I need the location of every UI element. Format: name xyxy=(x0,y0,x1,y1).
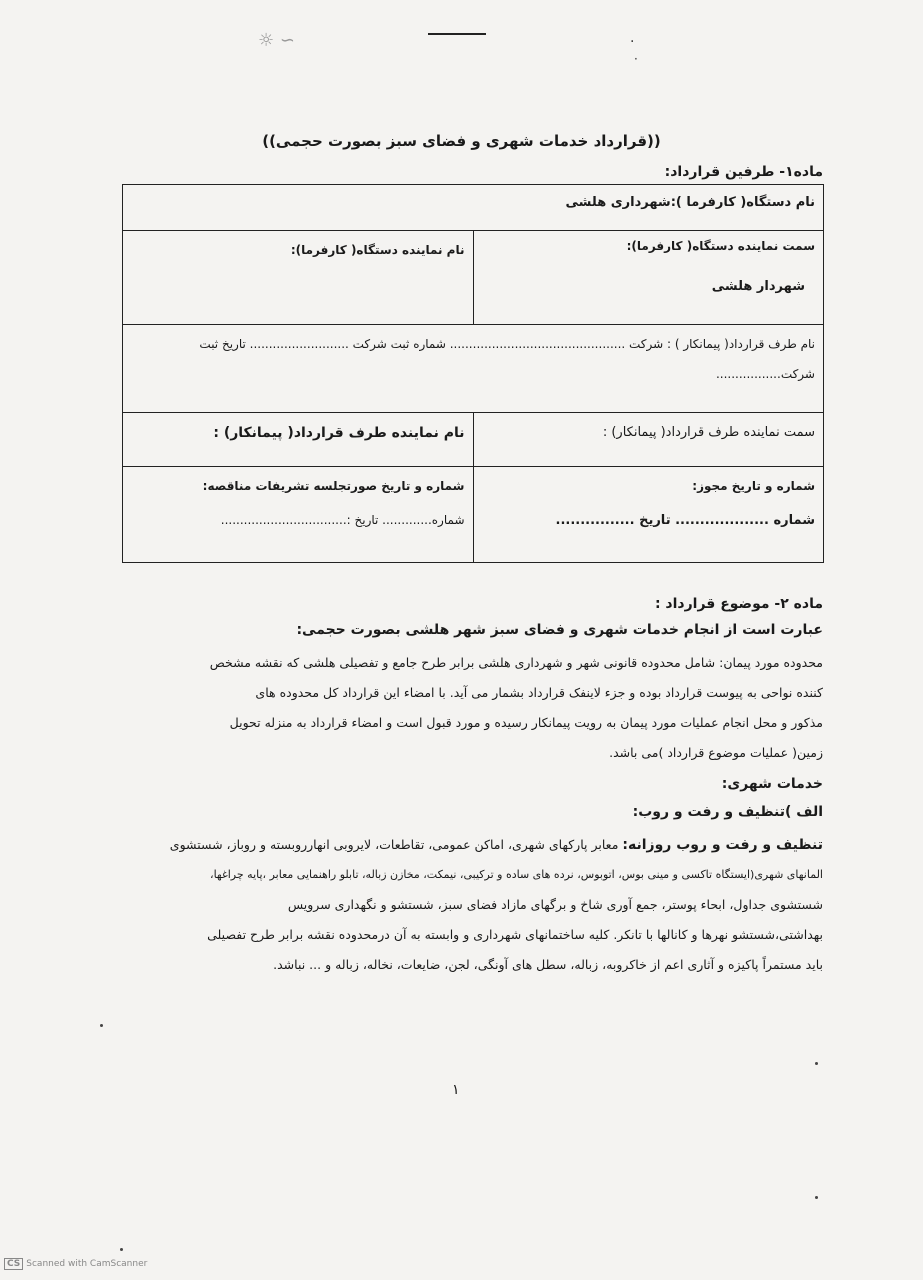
contractor-line-2: شرکت................. xyxy=(715,367,815,381)
daily-line: بهداشتی،شستشو نهرها و کانالها با تانکر. کلیه ساختمانهای شهرداری و وابسته به آن درمحدوده نقشه برابر طرح تفصیلی xyxy=(207,927,823,942)
scope-line: زمین( عملیات موضوع قرارداد )می باشد. xyxy=(609,745,823,760)
employer-rep-title-label: سمت نماینده دستگاه( کارفرما): xyxy=(626,239,815,253)
license-cell xyxy=(473,467,824,563)
speck xyxy=(100,1024,103,1027)
tender-value: شماره............. تاریخ :................................. xyxy=(220,513,465,527)
license-label: شماره و تاریخ مجوز: xyxy=(692,479,815,493)
employer-rep-name-cell xyxy=(123,231,474,325)
daily-cleaning-paragraph xyxy=(113,830,823,980)
daily-line: باید مستمراً پاکیزه و آثاری اعم از خاکروبه، زباله، سطل های آونگی، لجن، ضایعات، نخاله، زباله و ... نباشد. xyxy=(273,957,823,972)
daily-line: شستشوی جداول، ابحاء پوستر، جمع آوری شاخ و برگهای مازاد فضای سبز، شستشو و نگهداری سرویس xyxy=(287,897,823,912)
speck xyxy=(120,1248,123,1251)
employer-cell xyxy=(123,185,824,231)
contractor-cell xyxy=(123,325,824,413)
contractor-rep-name-label: نام نماینده طرف قرارداد( پیمانکار) : xyxy=(213,425,465,441)
scanner-badge: CS xyxy=(4,1258,23,1270)
article1-heading: ماده۱- طرفین قرارداد: xyxy=(664,164,823,180)
scope-line: کننده نواحی به پیوست قرارداد بوده و جزء لاینفک قرارداد بشمار می آید. با امضاء این قرارداد کل محدوده های xyxy=(255,685,823,700)
parties-table xyxy=(122,184,824,563)
daily-line: المانهای شهری(ایستگاه تاکسی و مینی بوس، اتوبوس، نرده های ساده و ترکیبی، نیمکت، مخازن زباله، تابلو راهنمایی معابر ،پایه چراغها، xyxy=(210,868,823,881)
license-value: شماره ................... تاریخ ................ xyxy=(555,513,815,528)
scope-paragraph xyxy=(133,648,823,768)
employer-name: نام دستگاه( کارفرما ):شهرداری هلشی xyxy=(565,195,815,210)
speck xyxy=(815,1062,818,1065)
scanner-text: Scanned with CamScanner xyxy=(26,1259,148,1269)
scanner-watermark xyxy=(4,1258,147,1270)
scribble-mark: ☼ ∽ xyxy=(258,30,295,51)
employer-rep-title-value: شهردار هلشی xyxy=(711,279,805,294)
article2-heading: ماده ۲- موضوع قرارداد : xyxy=(654,596,823,612)
daily-line xyxy=(113,830,823,860)
scope-line: مذکور و محل انجام عملیات مورد پیمان به رویت پیمانکار رسیده و مورد قبول است و امضاء قرارداد به منزله تحویل xyxy=(229,715,823,730)
ink-mark: · xyxy=(634,52,638,66)
ink-mark: · xyxy=(630,34,635,50)
daily-cleaning-label: تنظیف و رفت و روب روزانه: xyxy=(622,837,823,853)
section-a-heading: الف )تنظیف و رفت و روب: xyxy=(632,804,823,820)
contractor-rep-title-cell xyxy=(473,413,824,467)
contractor-rep-title-label: سمت نماینده طرف قرارداد( پیمانکار) : xyxy=(602,425,815,440)
tender-label: شماره و تاریخ صورتجلسه تشریفات مناقصه: xyxy=(202,479,465,493)
speck xyxy=(815,1196,818,1199)
contractor-rep-name-cell xyxy=(123,413,474,467)
employer-rep-name-label: نام نماینده دستگاه( کارفرما): xyxy=(290,243,465,257)
page-number: ۱ xyxy=(452,1082,460,1098)
contractor-line-1: نام طرف قرارداد( پیمانکار ) : شرکت .............................................. شماره ثبت شرکت .......................... تاریخ ثبت xyxy=(199,337,815,351)
employer-rep-title-cell xyxy=(473,231,824,325)
document-title: ((قرارداد خدمات شهری و فضای سبز بصورت حجمی)) xyxy=(262,132,661,150)
tender-cell xyxy=(123,467,474,563)
urban-services-heading: خدمات شهری: xyxy=(721,776,823,792)
top-rule xyxy=(428,33,486,35)
scope-line: محدوده مورد پیمان: شامل محدوده قانونی شهر و شهرداری هلشی برابر طرح جامع و تفصیلی هلشی که نقشه مشخص xyxy=(209,655,823,670)
daily-line-text: معابر پارکهای شهری، اماکن عمومی، تقاطعات، لایروبی انهارروبسته و روباز، شستشوی xyxy=(169,837,619,852)
article2-subject: عبارت است از انجام خدمات شهری و فضای سبز شهر هلشی بصورت حجمی: xyxy=(296,622,823,638)
